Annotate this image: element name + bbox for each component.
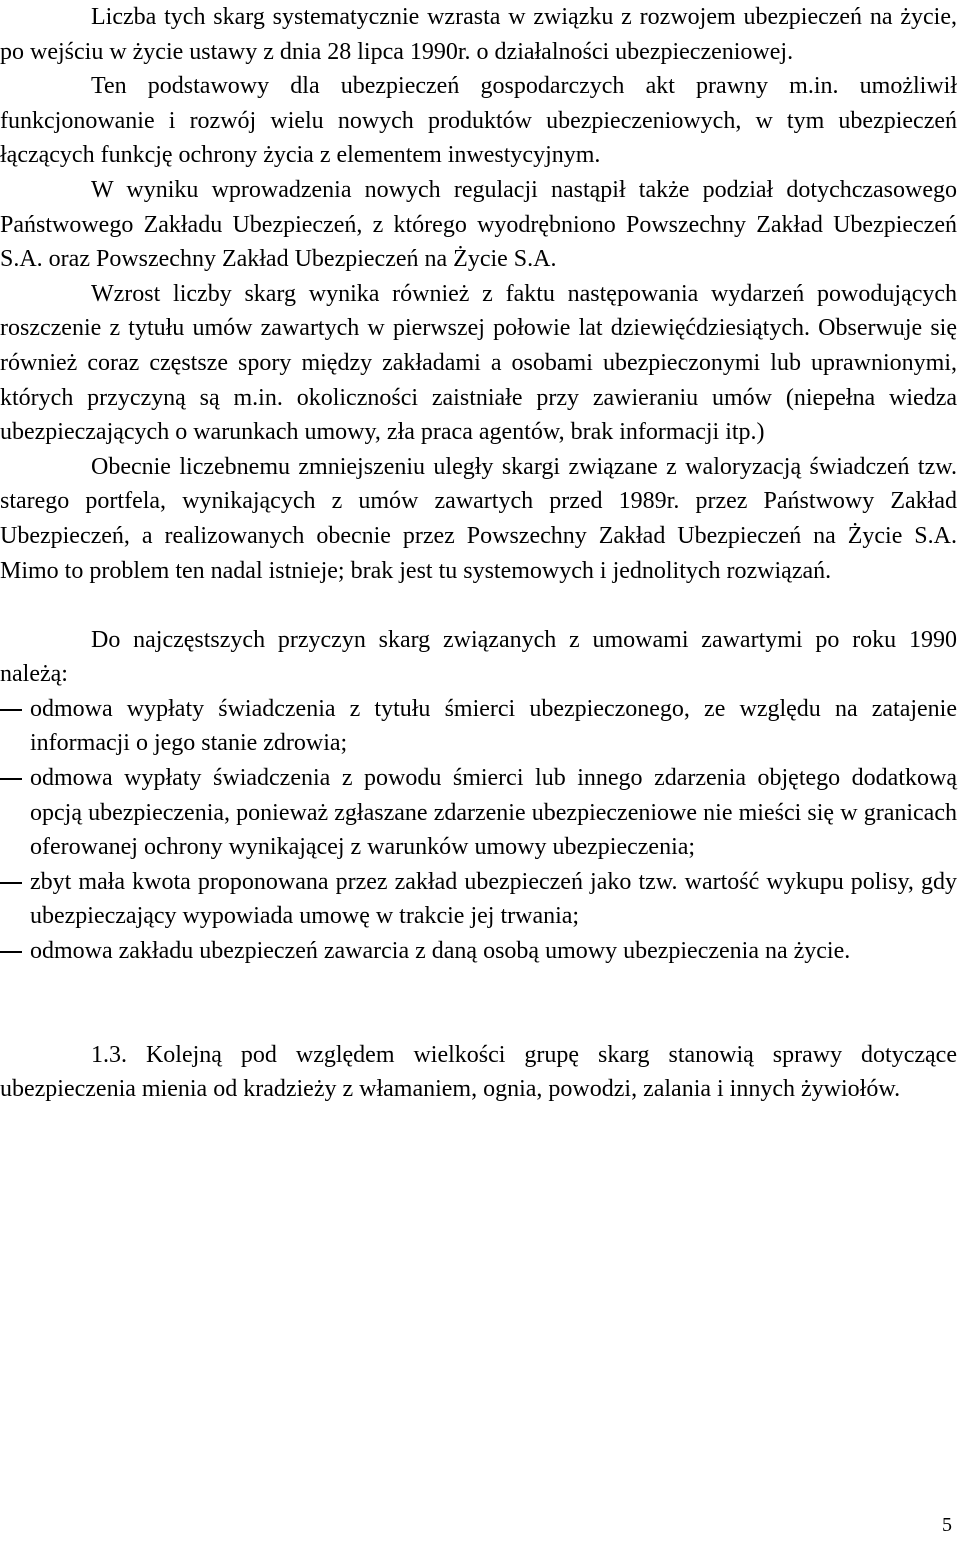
dash-bullet-icon xyxy=(0,778,22,780)
list-item-text: odmowa wypłaty świadczenia z powodu śmierci lub innego zdarzenia objętego dodatkową opcją ubezpieczenia, ponieważ zgłaszane zdarzenie ubezpieczeniowe nie mieści się w granicach oferowanej ochrony wynikającej z warunków umowy ubezpieczenia; xyxy=(30,765,957,861)
paragraph-regulation-split: W wyniku wprowadzenia nowych regulacji nastąpił także podział dotychczasowego Państwowego Zakładu Ubezpieczeń, z którego wyodrębniono Powszechny Zakład Ubezpieczeń S.A. oraz Powszechny Zakład Ubezpieczeń na Życie S.A. xyxy=(0,176,957,273)
list-item xyxy=(0,865,957,934)
paragraph-complaints-growth: Liczba tych skarg systematycznie wzrasta w związku z rozwojem ubezpieczeń na życie, po wejściu w życie ustawy z dnia 28 lipca 1990r. o działalności ubezpieczeniowej. xyxy=(0,4,957,65)
section-1-3-paragraph: 1.3. Kolejną pod względem wielkości grupę skarg stanowią sprawy dotyczące ubezpieczenia mienia od kradzieży z włamaniem, ognia, powodzi, zalania i innych żywiołów. xyxy=(0,1041,957,1103)
list-item xyxy=(0,934,957,969)
list-item-text: odmowa zakładu ubezpieczeń zawarcia z daną osobą umowy ubezpieczenia na życie. xyxy=(30,938,851,965)
dash-bullet-icon xyxy=(0,709,22,711)
list-item-text: zbyt mała kwota proponowana przez zakład ubezpieczeń jako tzw. wartość wykupu polisy, gdy ubezpieczający wypowiada umowę w trakcie jej trwania; xyxy=(30,868,957,930)
list-item-text: odmowa wypłaty świadczenia z tytułu śmierci ubezpieczonego, ze względu na zatajenie informacji o jego stanie zdrowia; xyxy=(30,695,957,757)
paragraph-legal-act: Ten podstawowy dla ubezpieczeń gospodarczych akt prawny m.in. umożliwił funkcjonowanie i rozwój wielu nowych produktów ubezpieczeniowych, w tym ubezpieczeń łączących funkcję ochrony życia z elementem inwestycyjnym. xyxy=(0,73,957,169)
dash-bullet-icon xyxy=(0,951,22,953)
paragraph-disputes: Wzrost liczby skarg wynika również z faktu następowania wydarzeń powodujących roszczenie z tytułu umów zawartych w pierwszej połowie lat dziewięćdziesiątych. Obserwuje się również coraz częstsze spory między zakładami a osobami ubezpieczonymi lub uprawnionymi, których przyczyną są m.in. okoliczności zaistniałe przy zawieraniu umów (niepełna wiedza ubezpieczających o warunkach umowy, zła praca agentów, brak informacji itp.) xyxy=(0,280,957,446)
page-number: 5 xyxy=(942,1514,952,1536)
list-introduction: Do najczęstszych przyczyn skarg związanych z umowami zawartymi po roku 1990 należą: xyxy=(0,626,957,688)
list-item xyxy=(0,692,957,761)
dash-bullet-icon xyxy=(0,882,22,884)
paragraph-old-portfolio: Obecnie liczebnemu zmniejszeniu uległy skargi związane z waloryzacją świadczeń tzw. starego portfela, wynikających z umów zawartych przed 1989r. przez Państwowy Zakład Ubezpieczeń, a realizowanych obecnie przez Powszechny Zakład Ubezpieczeń na Życie S.A. Mimo to problem ten nadal istnieje; brak jest tu systemowych i jednolitych rozwiązań. xyxy=(0,453,957,584)
list-item xyxy=(0,761,957,865)
complaint-causes-list xyxy=(0,692,957,969)
